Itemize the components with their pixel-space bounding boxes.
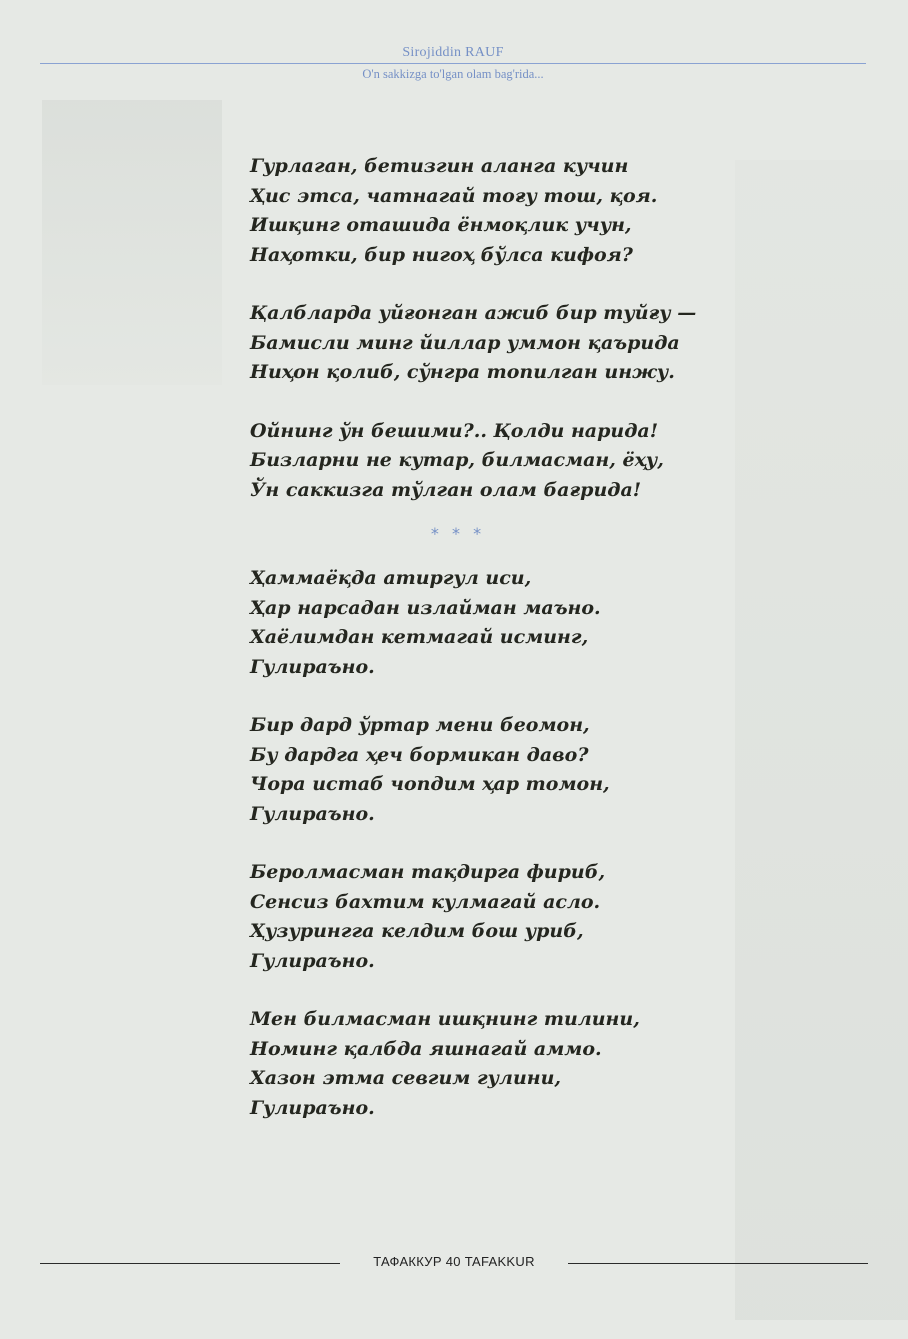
- verse-line: Бир дард ўртар мени беомон,: [250, 714, 590, 736]
- verse-line: Наҳотки, бир нигоҳ бўлса кифоя?: [250, 243, 633, 266]
- poem-first: [250, 152, 720, 534]
- show-through-right: [735, 160, 908, 1320]
- header-subtitle: O'n sakkizga to'lgan olam bag'rida...: [362, 67, 544, 81]
- verse-line: Мен билмасман ишқнинг тилини,: [250, 1008, 640, 1030]
- header-rule: [40, 63, 866, 64]
- footer-text: ТАФАККУР 40 TAFAKKUR: [373, 1254, 535, 1269]
- verse-line: Бизларни не кутар, билмасман, ёҳу,: [250, 449, 664, 471]
- verse-line: Сенсиз бахтим кулмагай асло.: [250, 890, 601, 913]
- stanza: [250, 152, 720, 270]
- show-through-left: [42, 100, 222, 385]
- verse-line: Ишқинг оташида ёнмоқлик учун,: [250, 214, 632, 236]
- footer-rule-right: [568, 1263, 868, 1264]
- stanza: [250, 858, 720, 976]
- verse-line: Ҳис этса, чатнагай тоғу тош, қоя.: [250, 184, 658, 207]
- verse-line: Хаёлимдан кетмагай исминг,: [250, 626, 589, 648]
- running-header: [40, 44, 866, 82]
- verse-line: Гулираъно.: [250, 802, 375, 825]
- stanza: [250, 417, 720, 506]
- header-author: Sirojiddin RAUF: [402, 45, 504, 60]
- verse-line: Ҳар нарсадан излайман маъно.: [250, 596, 601, 619]
- verse-line: Гурлаган, бетизгин аланга кучин: [250, 155, 629, 177]
- verse-line: Гулираъно.: [250, 949, 375, 972]
- verse-line: Ойнинг ўн бешими?.. Қолди нарида!: [250, 419, 659, 442]
- stanza: [250, 1005, 720, 1123]
- verse-line: Бу дардга ҳеч бормикан даво?: [250, 743, 589, 766]
- verse-line: Хазон этма севгим гулини,: [250, 1067, 562, 1089]
- footer-rule-left: [40, 1263, 340, 1264]
- stanza: [250, 711, 720, 829]
- verse-line: Қалбларда уйғонган ажиб бир туйғу —: [250, 302, 697, 324]
- verse-line: Беролмасман тақдирга фириб,: [250, 861, 606, 883]
- verse-line: Номинг қалбда яшнагай аммо.: [250, 1037, 602, 1060]
- verse-line: Гулираъно.: [250, 1096, 375, 1119]
- verse-line: Ҳузурингга келдим бош уриб,: [250, 920, 584, 942]
- stanza: [250, 564, 720, 682]
- verse-line: Чора истаб чопдим ҳар томон,: [250, 773, 610, 795]
- poem-second: [250, 564, 720, 1152]
- poem-separator: * * *: [430, 524, 486, 543]
- stanza: [250, 299, 720, 388]
- verse-line: Гулираъно.: [250, 655, 375, 678]
- page-footer: [40, 1253, 868, 1273]
- verse-line: Ўн саккизга тўлган олам бағрида!: [250, 478, 642, 501]
- verse-line: Бамисли минг йиллар уммон қаърида: [250, 331, 680, 354]
- verse-line: Ниҳон қолиб, сўнгра топилган инжу.: [250, 361, 675, 383]
- verse-line: Ҳаммаёқда атиргул иси,: [250, 567, 532, 589]
